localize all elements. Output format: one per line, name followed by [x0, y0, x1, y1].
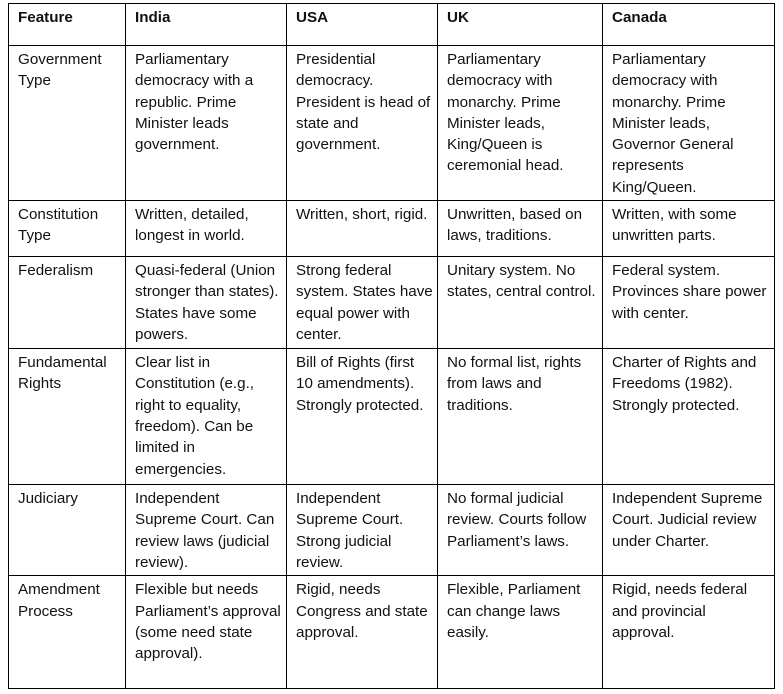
usa-cell: Bill of Rights (first 10 amendments). Strongly protected. [287, 349, 438, 485]
comparison-table [8, 3, 775, 689]
canada-cell: Rigid, needs federal and provincial approval. [603, 576, 775, 689]
table-header [9, 4, 775, 46]
canada-cell: Independent Supreme Court. Judicial review under Charter. [603, 485, 775, 576]
uk-cell: Unitary system. No states, central control. [438, 257, 603, 349]
uk-cell: Parliamentary democracy with monarchy. Prime Minister leads, King/Queen is ceremonial head. [438, 46, 603, 201]
header-row [9, 4, 775, 46]
table-row [9, 576, 775, 689]
usa-cell: Independent Supreme Court. Strong judicial review. [287, 485, 438, 576]
table-row [9, 349, 775, 485]
canada-cell: Charter of Rights and Freedoms (1982). Strongly protected. [603, 349, 775, 485]
uk-cell: No formal judicial review. Courts follow Parliament’s laws. [438, 485, 603, 576]
header-feature: Feature [9, 4, 126, 46]
canada-cell: Federal system. Provinces share power with center. [603, 257, 775, 349]
header-india: India [126, 4, 287, 46]
header-uk: UK [438, 4, 603, 46]
usa-cell: Rigid, needs Congress and state approval. [287, 576, 438, 689]
india-cell: Flexible but needs Parliament’s approval (some need state approval). [126, 576, 287, 689]
header-canada: Canada [603, 4, 775, 46]
table-row [9, 257, 775, 349]
usa-cell: Written, short, rigid. [287, 201, 438, 257]
canada-cell: Written, with some unwritten parts. [603, 201, 775, 257]
india-cell: Quasi-federal (Union stronger than states). States have some powers. [126, 257, 287, 349]
uk-cell: No formal list, rights from laws and traditions. [438, 349, 603, 485]
table-row [9, 46, 775, 201]
india-cell: Written, detailed, longest in world. [126, 201, 287, 257]
canada-cell: Parliamentary democracy with monarchy. Prime Minister leads, Governor General represents King/Queen. [603, 46, 775, 201]
usa-cell: Strong federal system. States have equal power with center. [287, 257, 438, 349]
feature-cell: Fundamental Rights [9, 349, 126, 485]
usa-cell: Presidential democracy. President is head of state and government. [287, 46, 438, 201]
feature-cell: Constitution Type [9, 201, 126, 257]
table-row [9, 485, 775, 576]
feature-cell: Judiciary [9, 485, 126, 576]
feature-cell: Federalism [9, 257, 126, 349]
india-cell: Independent Supreme Court. Can review laws (judicial review). [126, 485, 287, 576]
india-cell: Clear list in Constitution (e.g., right to equality, freedom). Can be limited in emergencies. [126, 349, 287, 485]
uk-cell: Flexible, Parliament can change laws easily. [438, 576, 603, 689]
feature-cell: Amendment Process [9, 576, 126, 689]
table-body [9, 46, 775, 689]
table-row [9, 201, 775, 257]
india-cell: Parliamentary democracy with a republic. Prime Minister leads government. [126, 46, 287, 201]
feature-cell: Government Type [9, 46, 126, 201]
header-usa: USA [287, 4, 438, 46]
uk-cell: Unwritten, based on laws, traditions. [438, 201, 603, 257]
